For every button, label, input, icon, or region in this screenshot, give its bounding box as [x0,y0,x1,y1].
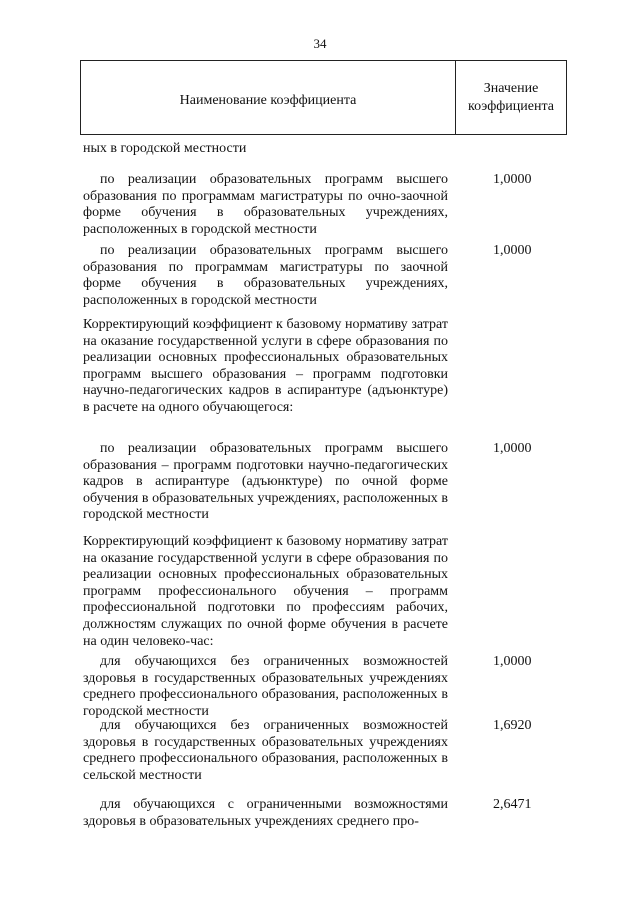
table-row [83,441,568,524]
page-number: 34 [313,36,327,51]
row-text: для обучающихся без ограниченных возможностей здоровья в государственных образовательных учреждениях среднего профессионального образования, расположенных в сельской местности [83,718,448,783]
table-row [83,534,568,650]
row-value: 1,0000 [493,172,532,187]
row-value: 1,0000 [493,654,532,669]
table-row [83,654,568,720]
row-text: по реализации образовательных программ высшего образования по программам магистратуры по заочной форме обучения в образовательных учреждениях, расположенных в городской местности [83,243,448,308]
row-value: 1,0000 [493,441,532,456]
table-row [83,718,568,784]
row-text: Корректирующий коэффициент к базовому нормативу затрат на оказание государственной услуги в сфере образования по реализации основных профессиональных образовательных программ высшего образования – программ подготовки научно-педагогических кадров в аспирантуре (адъюнктуре) в расчете на одного обучающегося: [83,317,448,415]
table-row [83,797,568,830]
table-row [83,172,568,238]
table-row [83,317,568,417]
header-value-line-1: Значение [483,80,539,96]
table-row [83,243,568,309]
row-text: для обучающихся без ограниченных возможностей здоровья в государственных образовательных учреждениях среднего профессионального образования, расположенных в городской местности [83,654,448,719]
row-text: для обучающихся с ограниченными возможностями здоровья в образовательных учреждениях среднего про- [83,797,448,829]
row-value: 1,0000 [493,243,532,258]
header-value-line-2: коэффициента [468,98,554,114]
row-text: Корректирующий коэффициент к базовому нормативу затрат на оказание государственной услуги в сфере образования по реализации основных профессиональных образовательных программ профессионального обучения – программ профессиональной подготовки по профессиям рабочих, должностям служащих по очной форме обучения в расчете на один человеко-час: [83,534,448,649]
row-text: ных в городской местности [83,141,247,156]
row-text: по реализации образовательных программ высшего образования – программ подготовки научно-педагогических кадров в аспирантуре (адъюнктуре) по очной форме обучения в образовательных учреждениях, расположенных в городской местности [83,441,448,523]
header-value-column [456,61,566,134]
row-text: по реализации образовательных программ высшего образования по программам магистратуры по очно-заочной форме обучения в образовательных учреждениях, расположенных в городской местности [83,172,448,237]
table-row [83,141,568,158]
table-header [80,60,567,135]
row-value: 1,6920 [493,718,532,733]
header-name-column: Наименование коэффициента [81,61,456,134]
row-value: 2,6471 [493,797,532,812]
